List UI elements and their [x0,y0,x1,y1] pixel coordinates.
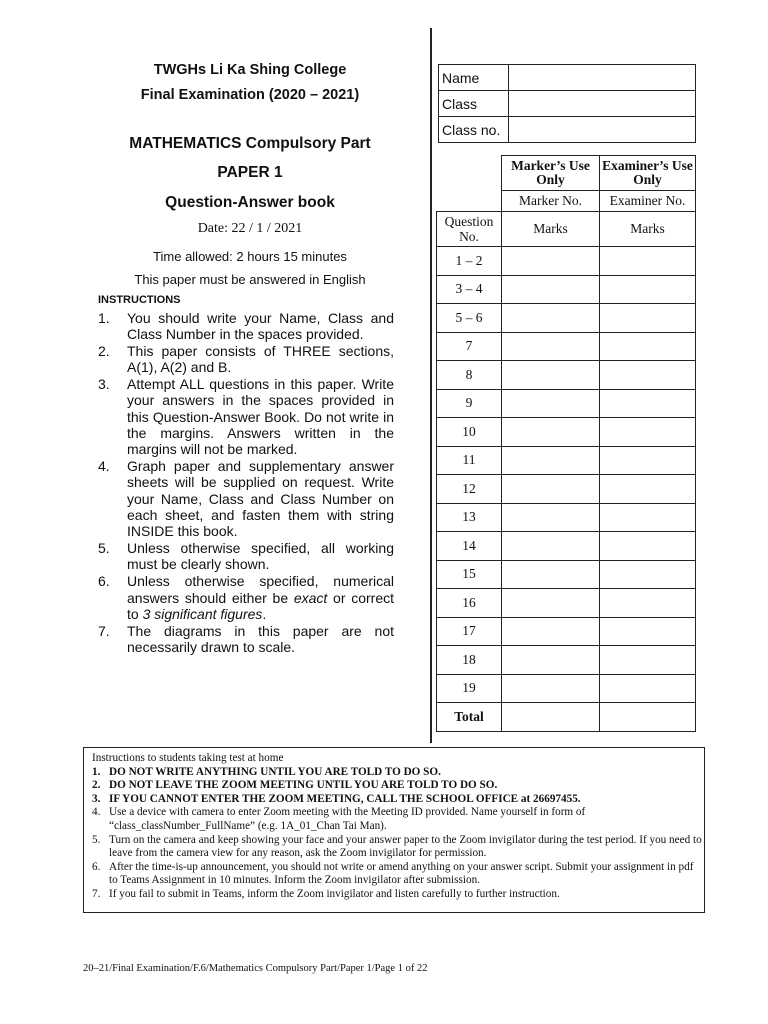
question-label: 16 [437,589,502,618]
marker-marks-header: Marks [502,212,600,247]
candidate-info-table [438,64,696,143]
marker-mark-cell[interactable] [502,418,600,447]
home-test-item: 7. If you fail to submit in Teams, inform the Zoom invigilator and listen carefully to further instruction. [92,887,560,900]
examiner-mark-cell[interactable] [600,617,696,646]
total-label: Total [437,703,502,732]
instruction-item: 6. Unless otherwise specified, numerical answers should either be exact or correct to 3 significant figures. [98,573,394,622]
marker-mark-cell[interactable] [502,446,600,475]
examiner-total-cell[interactable] [600,703,696,732]
examiner-mark-cell[interactable] [600,646,696,675]
marker-use-header: Marker’s Use Only [502,156,600,191]
question-label: 9 [437,389,502,418]
examiner-mark-cell[interactable] [600,674,696,703]
marker-mark-cell[interactable] [502,332,600,361]
home-test-item: 1. DO NOT WRITE ANYTHING UNTIL YOU ARE TOLD TO DO SO. [92,765,441,778]
instructions-list [98,310,394,656]
marker-mark-cell[interactable] [502,361,600,390]
examiner-mark-cell[interactable] [600,275,696,304]
question-label: 3 – 4 [437,275,502,304]
exam-title: Final Examination (2020 – 2021) [140,87,360,103]
question-label: 8 [437,361,502,390]
examiner-mark-cell[interactable] [600,503,696,532]
examiner-mark-cell[interactable] [600,532,696,561]
question-label: 10 [437,418,502,447]
marker-mark-cell[interactable] [502,304,600,333]
examiner-marks-header: Marks [600,212,696,247]
examiner-mark-cell[interactable] [600,475,696,504]
question-label: 15 [437,560,502,589]
subject-title: MATHEMATICS Compulsory Part [129,135,371,152]
question-label: 7 [437,332,502,361]
examiner-mark-cell[interactable] [600,560,696,589]
book-title: Question-Answer book [165,194,335,211]
home-test-item: 3. IF YOU CANNOT ENTER THE ZOOM MEETING, CALL THE SCHOOL OFFICE at 26697455. [92,792,581,805]
question-label: 18 [437,646,502,675]
examiner-mark-cell[interactable] [600,361,696,390]
marker-mark-cell[interactable] [502,674,600,703]
question-label: 19 [437,674,502,703]
examiner-mark-cell[interactable] [600,589,696,618]
name-label: Name [439,65,509,91]
class-no-label: Class no. [439,117,509,143]
instructions-heading: INSTRUCTIONS [98,294,181,306]
examiner-mark-cell[interactable] [600,389,696,418]
question-label: 17 [437,617,502,646]
examiner-use-header: Examiner’s Use Only [600,156,696,191]
question-no-header: Question No. [437,212,502,247]
instruction-item: 7. The diagrams in this paper are not necessarily drawn to scale. [98,622,394,655]
marks-table [436,155,696,732]
examiner-mark-cell[interactable] [600,446,696,475]
examiner-mark-cell[interactable] [600,247,696,276]
marker-mark-cell[interactable] [502,560,600,589]
home-test-instructions [83,747,705,913]
language-note: This paper must be answered in English [134,272,366,287]
class-no-field[interactable] [509,117,696,143]
instruction-item: 4. Graph paper and supplementary answer sheets will be supplied on request. Write your Name, Class and Class Number on each sheet, and fasten them with string INSIDE this book. [98,458,394,540]
marker-mark-cell[interactable] [502,389,600,418]
home-test-list [92,766,704,902]
school-name: TWGHs Li Ka Shing College [153,62,347,78]
marker-mark-cell[interactable] [502,532,600,561]
question-label: 14 [437,532,502,561]
question-label: 5 – 6 [437,304,502,333]
marker-mark-cell[interactable] [502,275,600,304]
question-label: 13 [437,503,502,532]
paper-title: PAPER 1 [217,164,283,181]
marker-total-cell[interactable] [502,703,600,732]
marker-no-label: Marker No. [502,191,600,212]
margin-line [430,28,432,743]
instruction-item: 5. Unless otherwise specified, all working must be clearly shown. [98,540,394,573]
home-test-title: Instructions to students taking test at home [92,752,284,764]
exam-date: Date: 22 / 1 / 2021 [197,221,303,236]
question-label: 11 [437,446,502,475]
class-label: Class [439,91,509,117]
marker-mark-cell[interactable] [502,247,600,276]
examiner-mark-cell[interactable] [600,304,696,333]
question-label: 12 [437,475,502,504]
examiner-mark-cell[interactable] [600,418,696,447]
name-field[interactable] [509,65,696,91]
home-test-item: 5. Turn on the camera and keep showing your face and your answer paper to the Zoom invigilator during the test period. If you need to leave from the camera view for any reason, ask the Zoom invigilator for permission. [92,833,702,860]
class-field[interactable] [509,91,696,117]
examiner-no-label: Examiner No. [600,191,696,212]
marker-mark-cell[interactable] [502,475,600,504]
instruction-item: 2. This paper consists of THREE sections, A(1), A(2) and B. [98,343,394,376]
home-test-item: 2. DO NOT LEAVE THE ZOOM MEETING UNTIL YOU ARE TOLD TO DO SO. [92,779,498,792]
home-test-item: 4. Use a device with camera to enter Zoom meeting with the Meeting ID provided. Name yourself in form of “class_classNumber_FullName” (e.g. 1A_01_Chan Tai Man). [92,806,586,832]
question-label: 1 – 2 [437,247,502,276]
marker-mark-cell[interactable] [502,589,600,618]
instruction-item: 1. You should write your Name, Class and Class Number in the spaces provided. [98,310,394,343]
instruction-item: 3. Attempt ALL questions in this paper. Write your answers in the spaces provided in this Question-Answer Book. Do not write in the margins. Answers written in the margins will not be marked. [98,376,394,458]
marker-mark-cell[interactable] [502,646,600,675]
home-test-item: 6. After the time-is-up announcement, you should not write or amend anything on your answer script. Submit your assignment in pdf to Teams Assignment in 10 minutes. Inform the Zoom invigilator after submission. [92,860,694,887]
marker-mark-cell[interactable] [502,503,600,532]
page-footer: 20–21/Final Examination/F.6/Mathematics Compulsory Part/Paper 1/Page 1 of 22 [83,963,428,974]
marker-mark-cell[interactable] [502,617,600,646]
examiner-mark-cell[interactable] [600,332,696,361]
time-allowed: Time allowed: 2 hours 15 minutes [153,249,347,264]
